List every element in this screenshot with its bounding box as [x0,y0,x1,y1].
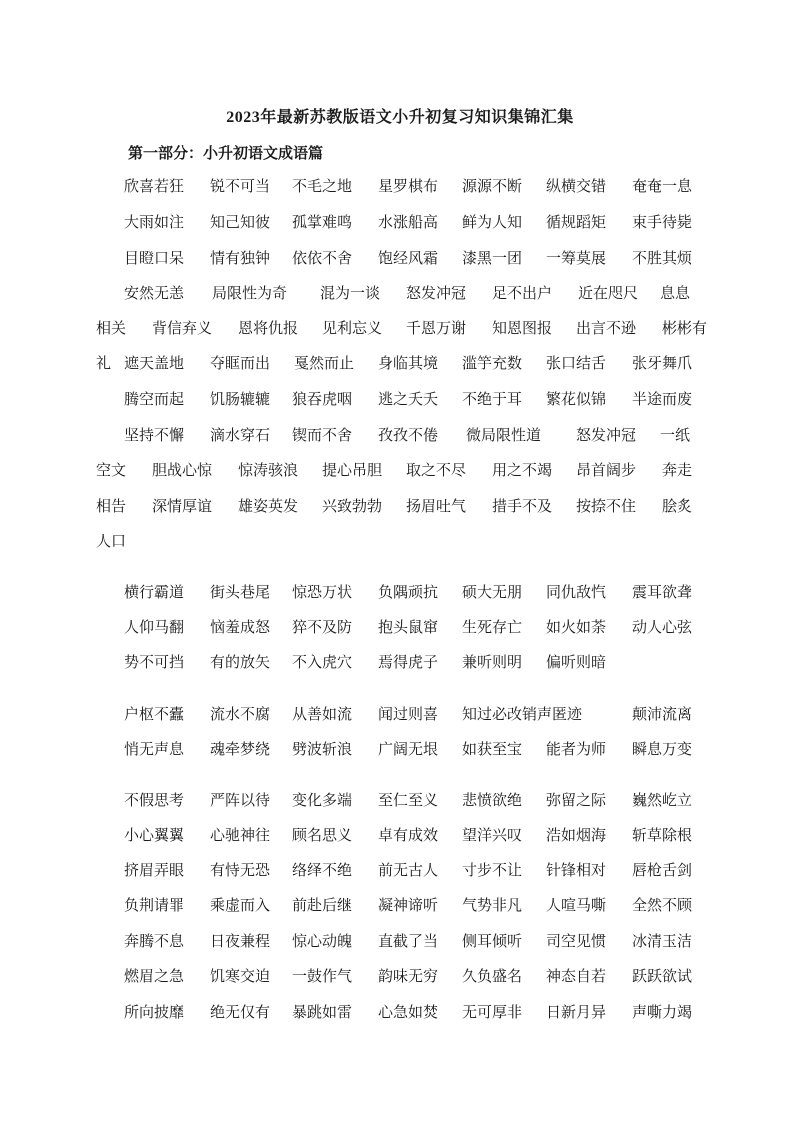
idiom-line [0,822,800,848]
idiom-word: 锲而不舍 [292,426,353,444]
idiom-word: 魂牵梦绕 [210,740,271,758]
idiom-word: 无可厚非 [462,1003,523,1021]
idiom-word: 广阔无垠 [378,740,439,758]
idiom-word: 依依不舍 [292,249,353,267]
idiom-word: 纵横交错 [546,177,607,195]
idiom-word: 半途而废 [632,390,693,408]
idiom-word: 怒发冲冠 [406,284,467,302]
idiom-word: 昂首阔步 [576,461,637,479]
idiom-line [0,614,800,640]
idiom-word: 一筹莫展 [546,249,607,267]
idiom-word: 卓有成效 [378,826,439,844]
idiom-word: 动人心弦 [632,618,693,636]
idiom-word: 张口结舌 [546,354,607,372]
idiom-word: 不胜其烦 [632,249,693,267]
idiom-word: 知己知彼 [210,213,271,231]
idiom-word: 措手不及 [492,497,553,515]
idiom-word: 弥留之际 [546,791,607,809]
idiom-word: 如火如荼 [546,618,607,636]
idiom-word: 星罗棋布 [378,177,439,195]
idiom-word: 挤眉弄眼 [124,861,185,879]
idiom-word: 络绎不绝 [292,861,353,879]
idiom-word: 束手待毙 [632,213,693,231]
idiom-line [0,701,800,727]
idiom-word: 兴致勃勃 [322,497,383,515]
idiom-word: 奔走 [662,461,693,479]
idiom-line [0,457,800,483]
idiom-word: 滥竽充数 [462,354,523,372]
idiom-word: 相告 [96,497,127,515]
idiom-line [0,315,800,341]
idiom-line [0,892,800,918]
idiom-word: 严阵以待 [210,791,271,809]
idiom-word: 偏听则暗 [546,653,607,671]
idiom-word: 势不可挡 [124,653,185,671]
idiom-word: 坚持不懈 [124,426,185,444]
idiom-word: 人喧马嘶 [546,896,607,914]
idiom-word: 劈波斩浪 [292,740,353,758]
idiom-word: 目瞪口呆 [124,249,185,267]
idiom-word: 混为一谈 [320,284,381,302]
document-title: 2023年最新苏教版语文小升初复习知识集锦汇集 [226,109,574,126]
idiom-word: 凝神谛听 [378,896,439,914]
idiom-line [0,493,800,519]
idiom-word: 身临其境 [378,354,439,372]
idiom-word: 夺眶而出 [210,354,271,372]
idiom-word: 近在咫尺 [578,284,639,302]
idiom-word: 漆黑一团 [462,249,523,267]
idiom-word: 安然无恙 [124,284,185,302]
idiom-word: 恼羞成怒 [210,618,271,636]
idiom-line [0,963,800,989]
idiom-word: 横行霸道 [124,583,185,601]
idiom-word: 足不出户 [492,284,553,302]
idiom-word: 出言不逊 [576,319,637,337]
idiom-word: 司空见惯 [546,932,607,950]
idiom-word: 提心吊胆 [322,461,383,479]
idiom-word: 一鼓作气 [292,967,353,985]
idiom-word: 饱经风霜 [378,249,439,267]
idiom-word: 大雨如注 [124,213,185,231]
idiom-line [0,579,800,605]
idiom-word: 取之不尽 [406,461,467,479]
idiom-word: 千恩万谢 [406,319,467,337]
idiom-word: 脍炙 [662,497,693,515]
idiom-word: 闻过则喜 [378,705,439,723]
idiom-word: 胆战心惊 [152,461,213,479]
idiom-word: 惊心动魄 [292,932,353,950]
idiom-word: 不毛之地 [292,177,353,195]
idiom-word: 冰清玉洁 [632,932,693,950]
idiom-word: 逃之夭夭 [378,390,439,408]
idiom-word: 户枢不蠹 [124,705,185,723]
idiom-line [0,736,800,762]
idiom-word: 繁花似锦 [546,390,607,408]
idiom-line [0,280,800,306]
idiom-word: 变化多端 [292,791,353,809]
idiom-word: 久负盛名 [462,967,523,985]
idiom-word: 日夜兼程 [210,932,271,950]
idiom-word: 街头巷尾 [210,583,271,601]
idiom-word: 前赴后继 [292,896,353,914]
idiom-word: 抱头鼠窜 [378,618,439,636]
idiom-word: 小心翼翼 [124,826,185,844]
idiom-word: 望洋兴叹 [462,826,523,844]
idiom-word: 有的放矢 [210,653,271,671]
idiom-word: 人口 [96,532,127,550]
idiom-word: 见利忘义 [322,319,383,337]
idiom-word: 不绝于耳 [462,390,523,408]
idiom-word: 腾空而起 [124,390,185,408]
idiom-word: 猝不及防 [292,618,353,636]
idiom-word: 用之不竭 [492,461,553,479]
idiom-word: 能者为师 [546,740,607,758]
idiom-word: 生死存亡 [462,618,523,636]
idiom-word: 奔腾不息 [124,932,185,950]
idiom-word: 兼听则明 [462,653,523,671]
idiom-word: 雄姿英发 [238,497,299,515]
idiom-word: 瞬息万变 [632,740,693,758]
idiom-word: 顾名思义 [292,826,353,844]
idiom-word: 有恃无恐 [210,861,271,879]
idiom-word: 前无古人 [378,861,439,879]
idiom-line [0,857,800,883]
idiom-line [0,787,800,813]
idiom-word: 神态自若 [546,967,607,985]
idiom-word: 局限性为奇 [212,284,288,302]
idiom-word: 微局限性道 [466,426,542,444]
idiom-word: 恩将仇报 [238,319,299,337]
idiom-line [0,928,800,954]
idiom-word: 乘虚而入 [210,896,271,914]
idiom-word: 情有独钟 [210,249,271,267]
idiom-line [0,173,800,199]
idiom-word: 鲜为人知 [462,213,523,231]
idiom-word: 知恩图报 [492,319,553,337]
idiom-word: 颠沛流离 [632,705,693,723]
idiom-word: 针锋相对 [546,861,607,879]
idiom-word: 锐不可当 [210,177,271,195]
idiom-word: 空文 [96,461,127,479]
idiom-word: 日新月异 [546,1003,607,1021]
idiom-word: 声嘶力竭 [632,1003,693,1021]
idiom-word: 循规蹈矩 [546,213,607,231]
idiom-word: 负隅顽抗 [378,583,439,601]
idiom-line [0,528,800,554]
idiom-word: 硕大无朋 [462,583,523,601]
idiom-word: 流水不腐 [210,705,271,723]
idiom-word: 欣喜若狂 [124,177,185,195]
idiom-word: 唇枪舌剑 [632,861,693,879]
idiom-word: 扬眉吐气 [406,497,467,515]
idiom-word: 所向披靡 [124,1003,185,1021]
idiom-word: 从善如流 [292,705,353,723]
idiom-word: 深情厚谊 [152,497,213,515]
idiom-word: 知过必改销声匿迹 [462,705,583,723]
idiom-word: 韵味无穷 [378,967,439,985]
idiom-word: 水涨船高 [378,213,439,231]
idiom-word: 浩如烟海 [546,826,607,844]
idiom-word: 不入虎穴 [292,653,353,671]
idiom-word: 心急如焚 [378,1003,439,1021]
idiom-line [0,999,800,1025]
idiom-word: 燃眉之急 [124,967,185,985]
idiom-word: 心驰神往 [210,826,271,844]
idiom-word: 跃跃欲试 [632,967,693,985]
idiom-word: 人仰马翻 [124,618,185,636]
idiom-word: 焉得虎子 [378,653,439,671]
idiom-word: 狼吞虎咽 [292,390,353,408]
idiom-word: 如获至宝 [462,740,523,758]
idiom-word: 孜孜不倦 [378,426,439,444]
idiom-word: 不假思考 [124,791,185,809]
idiom-word: 滴水穿石 [210,426,271,444]
idiom-word: 惊涛骇浪 [238,461,299,479]
idiom-word: 悲愤欲绝 [462,791,523,809]
idiom-line [0,350,800,376]
idiom-word: 相关 [96,319,127,337]
idiom-word: 饥肠辘辘 [210,390,271,408]
idiom-word: 震耳欲聋 [632,583,693,601]
idiom-word: 戛然而止 [294,354,355,372]
idiom-word: 巍然屹立 [632,791,693,809]
idiom-word: 奄奄一息 [632,177,693,195]
idiom-word: 一纸 [660,426,691,444]
idiom-word: 气势非凡 [462,896,523,914]
idiom-line [0,649,800,675]
idiom-word: 息息 [660,284,691,302]
idiom-word: 遮天盖地 [124,354,185,372]
idiom-word: 悄无声息 [124,740,185,758]
idiom-word: 礼 [96,354,112,372]
idiom-word: 侧耳倾听 [462,932,523,950]
idiom-word: 按捺不住 [576,497,637,515]
idiom-line [0,209,800,235]
idiom-word: 饥寒交迫 [210,967,271,985]
idiom-word: 全然不顾 [632,896,693,914]
idiom-word: 绝无仅有 [210,1003,271,1021]
idiom-word: 孤掌难鸣 [292,213,353,231]
idiom-word: 同仇敌忾 [546,583,607,601]
idiom-line [0,245,800,271]
idiom-word: 彬彬有 [662,319,708,337]
section-heading: 第一部分：小升初语文成语篇 [128,144,324,162]
idiom-word: 张牙舞爪 [632,354,693,372]
idiom-word: 背信弃义 [152,319,213,337]
idiom-word: 惊恐万状 [292,583,353,601]
idiom-word: 源源不断 [462,177,523,195]
idiom-line [0,422,800,448]
idiom-word: 怒发冲冠 [576,426,637,444]
idiom-word: 暴跳如雷 [292,1003,353,1021]
idiom-word: 斩草除根 [632,826,693,844]
idiom-word: 负荆请罪 [124,896,185,914]
idiom-word: 寸步不让 [462,861,523,879]
idiom-word: 至仁至义 [378,791,439,809]
idiom-line [0,386,800,412]
idiom-word: 直截了当 [378,932,439,950]
